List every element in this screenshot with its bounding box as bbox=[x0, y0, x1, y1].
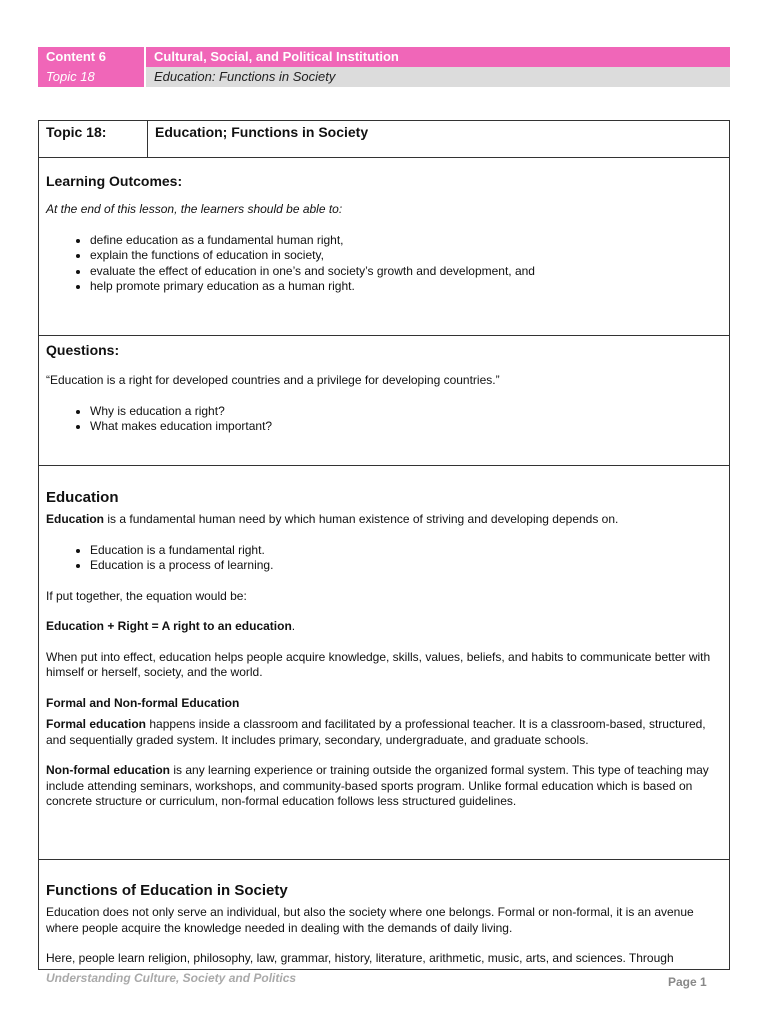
nonformal-education-text: is any learning experience or training outside the organized formal system. This type of teaching may include attending seminars, workshops, and community-based sports program. Unlike formal education which is based on concrete structure or curriculum, non-formal education follows less structured guidelines. bbox=[46, 763, 709, 808]
formal-education-term: Formal education bbox=[46, 717, 147, 731]
nonformal-education-paragraph bbox=[46, 763, 722, 810]
formal-education-paragraph bbox=[46, 717, 722, 748]
formal-education-text: happens inside a classroom and facilitated by a professional teacher. It is a classroom-based, structured, and sequentially graded system. It includes primary, secondary, undergraduate, and graduate schools. bbox=[46, 717, 706, 747]
nonformal-education-term: Non-formal education bbox=[46, 763, 171, 777]
header-topic-row bbox=[38, 67, 730, 87]
topic-title: Education: Functions in Society bbox=[144, 67, 730, 87]
footer-course-title: Understanding Culture, Society and Politics bbox=[46, 971, 297, 985]
list-item: • explain the functions of education in society, bbox=[90, 248, 722, 264]
list-item: • What makes education important? bbox=[90, 419, 722, 435]
equation bbox=[46, 619, 722, 635]
learning-intro: At the end of this lesson, the learners should be able to: bbox=[46, 202, 343, 216]
title-label: Topic 18: bbox=[39, 121, 148, 157]
content-label: Content 6 bbox=[46, 49, 106, 64]
title-row bbox=[39, 121, 729, 158]
functions-section bbox=[39, 860, 729, 967]
title-text: Education; Functions in Society bbox=[155, 124, 369, 140]
functions-paragraph-2: Here, people learn religion, philosophy, law, grammar, history, literature, arithmetic, music, arts, and sciences. Through bbox=[46, 951, 674, 965]
content-title: Cultural, Social, and Political Institution bbox=[144, 47, 730, 67]
learning-outcomes-heading: Learning Outcomes: bbox=[46, 173, 183, 189]
functions-paragraph-1: Education does not only serve an individual, but also the society where one belongs. Formal or non-formal, it is an avenue where people acquire the knowledge needed in dealing with the demands of daily living. bbox=[46, 905, 694, 935]
functions-heading: Functions of Education in Society bbox=[46, 882, 288, 899]
list-item: • Education is a process of learning. bbox=[90, 558, 722, 574]
education-list bbox=[46, 543, 722, 574]
list-item: • define education as a fundamental human right, bbox=[90, 233, 722, 249]
questions-heading: Questions: bbox=[46, 342, 120, 358]
list-item: • evaluate the effect of education in one’s and society’s growth and development, and bbox=[90, 264, 722, 280]
header-content-row bbox=[38, 47, 730, 67]
questions-section bbox=[39, 336, 729, 466]
education-definition-text: is a fundamental human need by which human existence of striving and developing depends on. bbox=[104, 512, 619, 526]
education-heading: Education bbox=[46, 489, 119, 506]
equation-end: . bbox=[291, 619, 296, 633]
learning-outcomes-list bbox=[46, 233, 722, 295]
formal-nonformal-heading: Formal and Non-formal Education bbox=[46, 695, 240, 710]
education-effect: When put into effect, education helps people acquire knowledge, skills, values, beliefs, and habits to communicate better with himself or herself, society, and the world. bbox=[46, 649, 711, 679]
equation-text: Education + Right = A right to an education bbox=[46, 619, 292, 633]
questions-quote: “Education is a right for developed countries and a privilege for developing countries.” bbox=[46, 373, 500, 387]
list-item: • Education is a fundamental right. bbox=[90, 543, 722, 559]
lesson-box bbox=[38, 120, 730, 970]
questions-list bbox=[46, 404, 722, 435]
learning-outcomes-section bbox=[39, 158, 729, 336]
education-definition bbox=[46, 512, 722, 528]
education-section bbox=[39, 466, 729, 860]
education-term: Education bbox=[46, 512, 105, 526]
list-item: • help promote primary education as a human right. bbox=[90, 279, 722, 295]
equation-intro: If put together, the equation would be: bbox=[46, 588, 247, 603]
footer-page-number: Page 1 bbox=[668, 975, 707, 989]
list-item: • Why is education a right? bbox=[90, 404, 722, 420]
topic-label: Topic 18 bbox=[38, 67, 144, 87]
